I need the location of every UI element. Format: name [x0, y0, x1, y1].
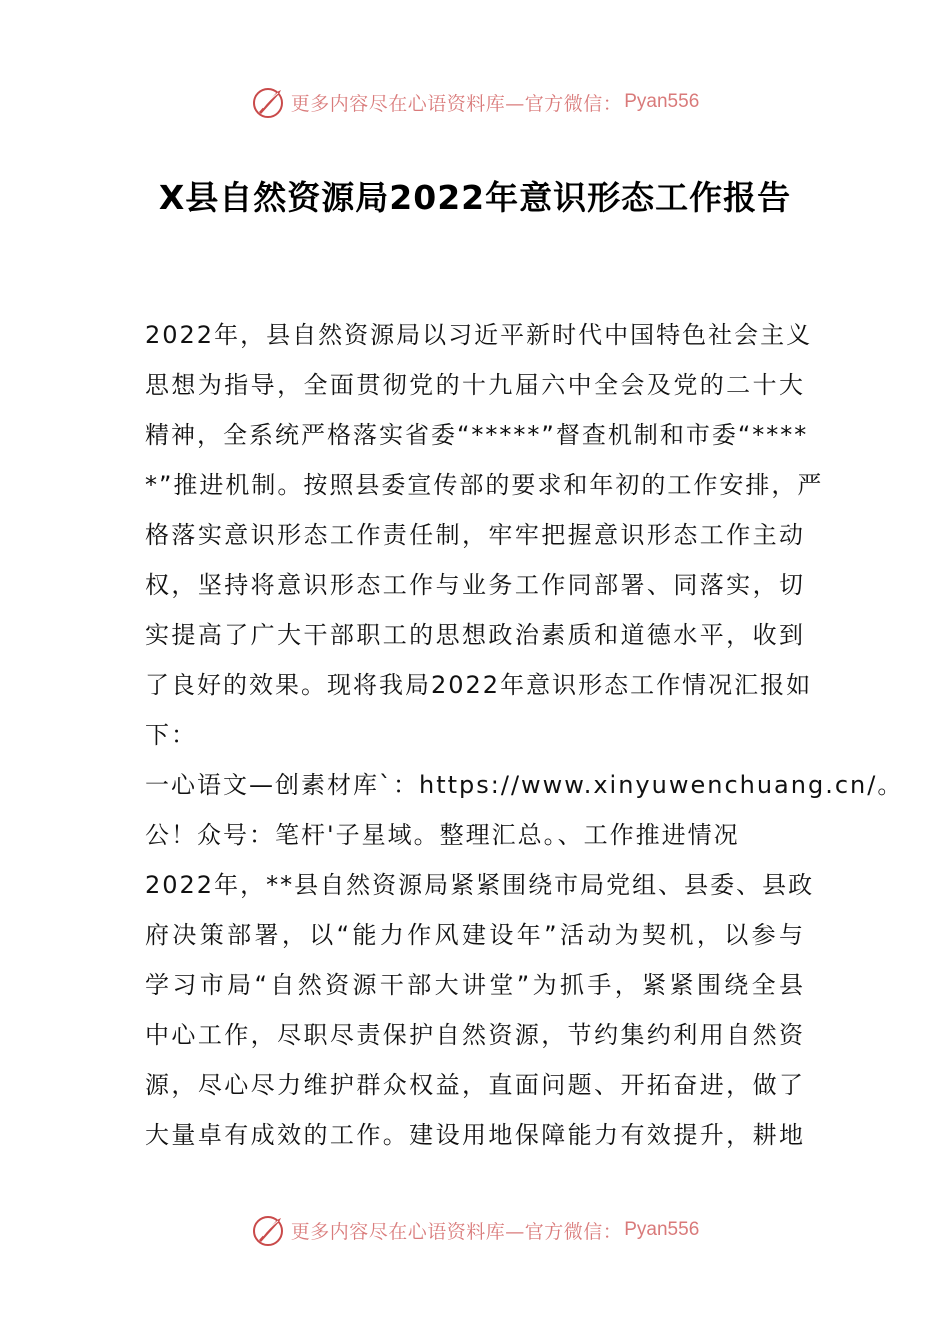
body-line: *”推进机制。按照县委宣传部的要求和年初的工作安排，严 — [145, 471, 824, 499]
body-line: 了良好的效果。现将我局2022年意识形态工作情况汇报如 — [145, 671, 813, 699]
document-title: X县自然资源局2022年意识形态工作报告 — [158, 178, 792, 217]
body-line: 学习市局“自然资源干部大讲堂”为抓手，紧紧围绕全县 — [145, 971, 805, 999]
document-body — [145, 310, 904, 1160]
body-line: 格落实意识形态工作责任制，牢牢把握意识形态工作主动 — [145, 521, 805, 549]
body-line: 中心工作，尽职尽责保护自然资源，节约集约利用自然资 — [145, 1021, 805, 1049]
watermark-text: 更多内容尽在心语资料库—官方微信： — [290, 92, 623, 115]
body-line: 实提高了广大干部职工的思想政治素质和道德水平，收到 — [145, 621, 805, 649]
watermark-text: 更多内容尽在心语资料库—官方微信： — [290, 1220, 623, 1243]
body-line: 大量卓有成效的工作。建设用地保障能力有效提升，耕地 — [145, 1121, 805, 1149]
body-line: 府决策部署，以“能力作风建设年”活动为契机，以参与 — [145, 921, 805, 949]
watermark-banner-bottom — [0, 1208, 950, 1252]
body-line: 精神，全系统严格落实省委“*****”督查机制和市委“**** — [145, 421, 809, 449]
body-line: 2022年，县自然资源局以习近平新时代中国特色社会主义 — [145, 321, 813, 349]
body-line: 权，坚持将意识形态工作与业务工作同部署、同落实，切 — [145, 571, 805, 599]
body-line-source-link: 一心语文—创素材库`：https://www.xinyuwenchuang.cn/。 — [145, 771, 904, 799]
watermark-wechat-id: Pyan556 — [624, 1219, 700, 1240]
body-line: 下： — [145, 721, 197, 749]
watermark-wechat-id: Pyan556 — [624, 91, 700, 112]
body-line: 源，尽心尽力维护群众权益，直面问题、开拓奋进，做了 — [145, 1071, 805, 1099]
body-line: 公！众号：笔杆'子星域。整理汇总。、工作推进情况 — [145, 821, 740, 849]
watermark-banner-top — [0, 80, 950, 124]
body-line: 思想为指导，全面贯彻党的十九届六中全会及党的二十大 — [145, 371, 805, 399]
quill-pen-logo-icon — [251, 1212, 287, 1248]
quill-pen-logo-icon — [251, 84, 287, 120]
body-line: 2022年，**县自然资源局紧紧围绕市局党组、县委、县政 — [145, 871, 815, 899]
